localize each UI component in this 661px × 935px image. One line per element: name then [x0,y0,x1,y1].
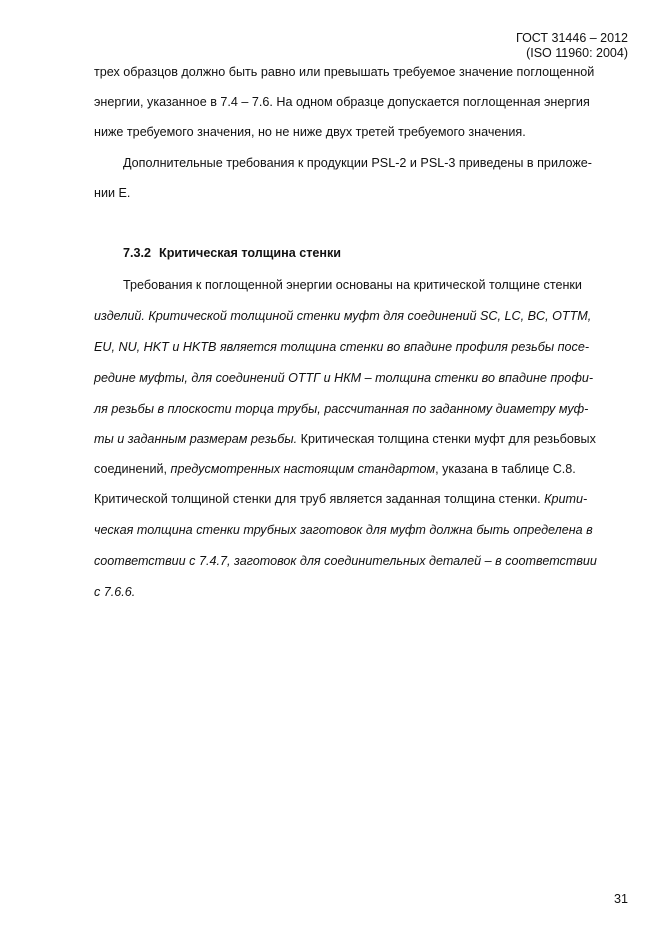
text-line: соответствии с 7.4.7, заготовок для соединительных деталей – в соответствии [94,554,597,568]
text-line: изделий. Критической толщиной стенки муфт для соединений SC, LC, BC, OTTM, [94,309,592,323]
text-span: соединений, [94,462,171,476]
text-span: ты и заданным размерам резьбы. [94,432,298,446]
text-line: энергии, указанное в 7.4 – 7.6. На одном образце допускается поглощенная энергия [94,95,590,109]
section-number: 7.3.2 [123,246,152,260]
text-line: ниже требуемого значения, но не ниже двух третей требуемого значения. [94,125,526,139]
text-line: редине муфты, для соединений ОТТГ и НКМ – толщина стенки во впадине профи- [94,371,594,385]
text-line: Требования к поглощенной энергии основаны на критической толщине стенки [123,278,582,292]
text-span: Крити- [544,492,588,506]
text-span: Критической толщиной стенки для труб является заданная толщина стенки. [94,492,545,506]
standard-number: ГОСТ 31446 – 2012 [516,31,628,45]
text-line: с 7.6.6. [94,585,136,599]
text-line: Дополнительные требования к продукции PSL-2 и PSL-3 приведены в приложе- [123,156,592,170]
iso-reference: (ISO 11960: 2004) [526,46,628,60]
text-line: нии Е. [94,186,131,200]
section-heading [123,246,341,260]
text-line: ческая толщина стенки трубных заготовок для муфт должна быть определена в [94,523,593,537]
section-title: Критическая толщина стенки [159,246,342,260]
text-line: ля резьбы в плоскости торца трубы, рассчитанная по заданному диаметру муф- [94,402,589,416]
page-number: 31 [613,892,628,906]
text-line: EU, NU, HKT и HKTB является толщина стенки во впадине профиля резьбы посе- [94,340,590,354]
text-line: трех образцов должно быть равно или превышать требуемое значение поглощенной [94,65,595,79]
text-span: предусмотренных настоящим стандартом [170,462,436,476]
text-line [94,492,587,506]
text-line [94,462,576,476]
text-span: , указана в таблице С.8. [435,462,576,476]
text-line [94,432,596,446]
page-header [516,31,628,61]
text-span: Критическая толщина стенки муфт для резьбовых [297,432,596,446]
